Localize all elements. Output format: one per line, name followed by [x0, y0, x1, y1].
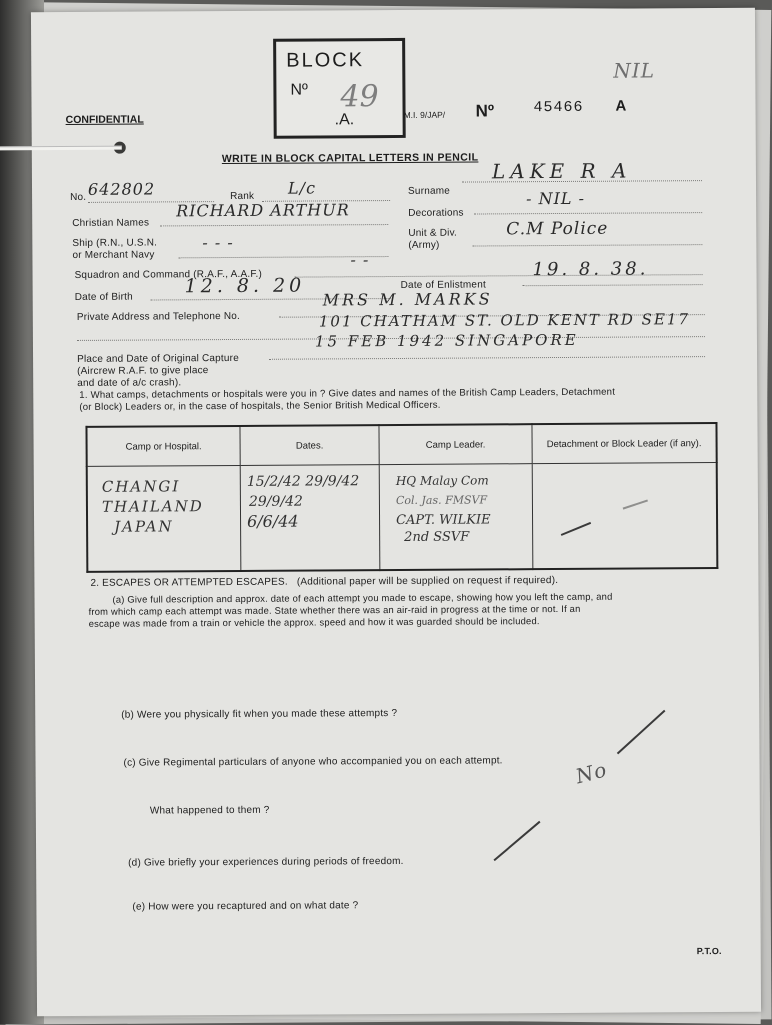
squadron-value: - -	[350, 250, 370, 270]
unit-label: Unit & Div.	[408, 227, 458, 239]
surname-label: Surname	[408, 185, 451, 197]
unit-label-2: (Army)	[408, 239, 440, 251]
camp-dates: 15/2/42 29/9/42	[246, 473, 360, 490]
column-header: Camp Leader.	[379, 424, 532, 464]
document-page	[31, 8, 761, 1016]
dotted-line	[269, 356, 705, 360]
enlistment-label: Date of Enlistment	[400, 279, 486, 291]
question-2-heading	[90, 575, 558, 589]
camps-table	[85, 422, 718, 573]
surname-value: LAKE R A	[491, 158, 632, 184]
ship-label: Ship (R.N., U.S.N.	[72, 237, 158, 249]
dotted-line	[472, 244, 702, 246]
pto-label: P.T.O.	[696, 946, 722, 957]
address-line2-value: 101 CHATHAM ST. OLD KENT RD SE17	[318, 310, 691, 331]
question-2c-text: (c) Give Regimental particulars of anyone who accompanied you on each attempt.	[123, 755, 503, 769]
rank-label: Rank	[230, 190, 255, 203]
dob-label: Date of Birth	[74, 291, 133, 303]
dotted-line	[523, 284, 703, 286]
instruction-heading: WRITE IN BLOCK CAPITAL LETTERS IN PENCIL	[221, 151, 479, 166]
stamp-no: Nº	[290, 81, 308, 99]
question-2a-text-2: from which camp each attempt was made. State whether there was an air-raid in progress at the time or not. If an	[88, 602, 581, 617]
answer-no-handwritten: No	[573, 757, 610, 789]
question-2b-text: (b) Were you physically fit when you made these attempts ?	[121, 707, 398, 721]
unit-value: C.M Police	[506, 218, 609, 240]
enlistment-value: 19. 8. 38.	[532, 258, 649, 281]
leaders-cell	[379, 464, 533, 570]
column-header: Detachment or Block Leader (if any).	[532, 423, 717, 464]
camps-cell	[87, 465, 241, 571]
table-row	[87, 463, 718, 572]
christian-names-value: RICHARD ARTHUR	[176, 200, 350, 221]
stamp-letter: .A.	[334, 111, 355, 129]
block-stamp	[273, 38, 406, 139]
stamp-number-handwritten: 49	[340, 79, 379, 115]
dotted-line	[160, 224, 388, 226]
dash-mark	[623, 499, 648, 509]
ship-value: - - -	[202, 232, 234, 253]
question-2d-text: (d) Give briefly your experiences during periods of freedom.	[128, 855, 404, 869]
block-leader-cell	[532, 463, 717, 570]
column-header: Camp or Hospital.	[86, 426, 240, 466]
capture-label-2: (Aircrew R.A.F. to give place	[77, 365, 209, 377]
camp-name: THAILAND	[101, 497, 204, 516]
escapes-note: (Additional paper will be supplied on request if required).	[296, 575, 559, 588]
service-number-value: 642802	[87, 179, 156, 199]
camp-dates: 6/6/44	[246, 511, 299, 531]
capture-label: Place and Date of Original Capture	[77, 352, 239, 365]
question-2e-text: (e) How were you recaptured and on what date ?	[132, 900, 359, 913]
christian-names-label: Christian Names	[72, 217, 150, 229]
camp-leader: 2nd SSVF	[404, 529, 470, 545]
question-1-text-2: (or Block) Leaders or, in the case of hospitals, the Senior British Medical Officers.	[79, 399, 441, 413]
address-label: Private Address and Telephone No.	[76, 310, 241, 323]
camp-dates: 29/9/42	[248, 493, 303, 510]
serial-letter: A	[615, 97, 627, 115]
tag-string	[0, 146, 122, 151]
column-header: Dates.	[240, 425, 379, 465]
camp-name: JAPAN	[114, 517, 174, 536]
escapes-heading: 2. ESCAPES OR ATTEMPTED ESCAPES.	[90, 576, 288, 589]
squadron-label: Squadron and Command (R.A.F., A.A.F.)	[74, 268, 263, 281]
camp-leader: Col. Jas. FMSVF	[395, 493, 488, 508]
no-label: No.	[70, 191, 87, 203]
dotted-line	[474, 212, 702, 214]
dates-cell	[240, 465, 380, 571]
confidential-label: CONFIDENTIAL	[65, 113, 144, 127]
strike-mark	[617, 710, 666, 755]
address-line1-value: MRS M. MARKS	[322, 289, 493, 310]
dash-mark	[561, 522, 591, 536]
camp-leader: CAPT. WILKIE	[396, 512, 491, 528]
camp-leader: HQ Malay Com	[395, 473, 489, 489]
question-2a-text: (a) Give full description and approx. date of each attempt you made to escape, showing how you left the camp, and	[112, 590, 613, 605]
decorations-label: Decorations	[408, 207, 464, 219]
mi-reference: M.I. 9/JAP/	[403, 109, 446, 120]
capture-value: 15 FEB 1942 SINGAPORE	[314, 330, 579, 351]
question-2a-text-3: escape was made from a train or vehicle the approx. speed and how it was guarded should be included.	[88, 615, 540, 629]
stamp-block-word: BLOCK	[286, 49, 365, 72]
table-header-row	[86, 423, 716, 466]
camp-name: CHANGI	[101, 477, 181, 496]
nil-handwritten: NIL	[613, 58, 656, 83]
decorations-value: - NIL -	[526, 188, 586, 209]
strike-mark	[493, 821, 540, 861]
question-2c-followup: What happened to them ?	[149, 804, 270, 817]
no-label: Nº	[475, 101, 495, 121]
capture-label-3: and date of a/c crash).	[77, 377, 182, 389]
ship-label-2: or Merchant Navy	[72, 249, 155, 261]
question-1-text: 1. What camps, detachments or hospitals were you in ? Give dates and names of the British Camp Leaders, Detachment	[79, 386, 616, 401]
serial-number: 45466	[533, 98, 584, 117]
rank-value: L/c	[287, 178, 317, 198]
dob-value: 12. 8. 20	[184, 274, 306, 298]
